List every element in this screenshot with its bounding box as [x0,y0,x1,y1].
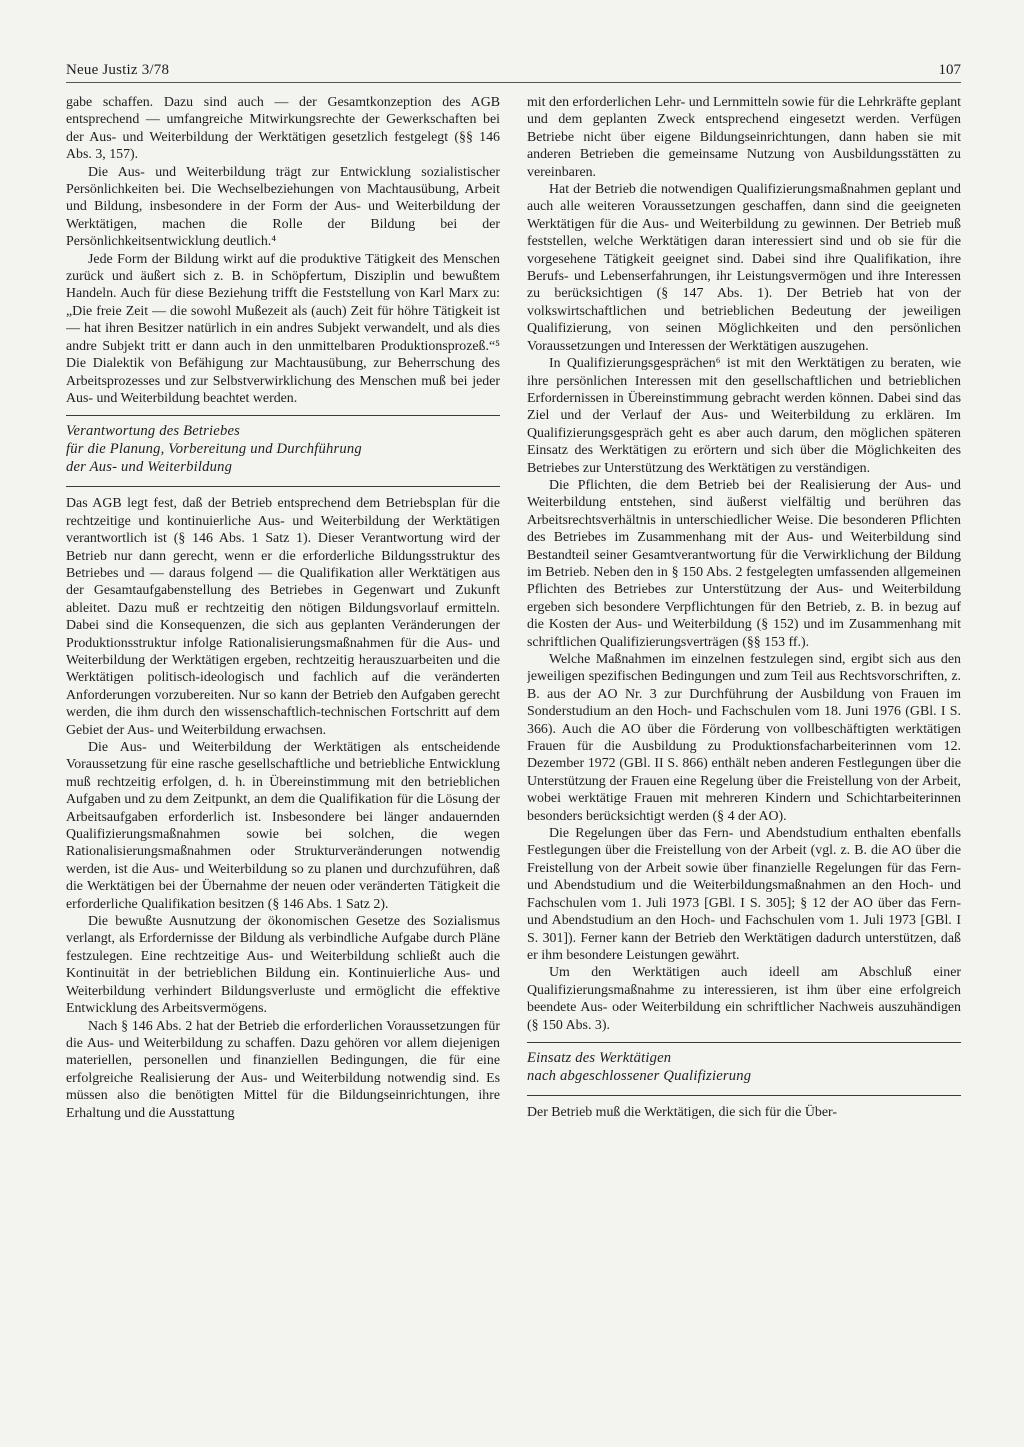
paragraph: Die Regelungen über das Fern- und Abendstudium enthalten ebenfalls Festlegungen über die Freistellung von der Arbeit (vgl. z. B. die AO über die Freistellung von der Arbeit sowie über finanzielle Regelungen für das Fern- und Abendstudium und die Weiterbildungsmaßnahmen an den Hoch- und Fachschulen vom 1. Juli 1973 [GBl. I S. 305]; § 12 der AO über das Fern- und Abendstudium an den Hoch- und Fachschulen vom 1. Juli 1973 [GBl. I S. 301]). Ferner kann der Betrieb den Werktätigen dadurch unterstützen, daß er ihm besondere Leistungen gewährt. [527,826,961,963]
paragraph: mit den erforderlichen Lehr- und Lernmitteln sowie für die Lehrkräfte geplant und dem geplanten Zweck entsprechend eingesetzt werden. Verfügen Betriebe nicht über eigene Bildungseinrichtungen, dann haben sie mit anderen Betrieben die gemeinsame Nutzung von Ausbildungsstätten zu vereinbaren. [527,95,961,180]
paragraph: In Qualifizierungsgesprächen⁶ ist mit den Werktätigen zu beraten, wie ihre persönlichen Interessen mit den gesellschaftlichen und betrieblichen Erfordernissen in Übereinstimmung gebracht werden können. Dabei sind das Ziel und der Verlauf der Aus- und Weiterbildung zu erklären. Im Qualifizierungsgespräch geht es aber auch darum, den möglichen späteren Einsatz des Werktätigen zu erörtern und sich über die Möglichkeiten des Betriebes zur Unterstützung des Werktätigen zu verständigen. [527,356,961,476]
section-heading [527,1042,961,1096]
section-heading-line: für die Planung, Vorbereitung und Durchführung [66,441,362,458]
paragraph: Jede Form der Bildung wirkt auf die produktive Tätigkeit des Menschen zurück und äußert sich z. B. in Schöpfertum, Disziplin und bewußtem Handeln. Auch für diese Beziehung trifft die Feststellung von Karl Marx zu: „Die freie Zeit — die sowohl Mußezeit als (auch) Zeit für höhre Tätigkeit ist — hat ihren Besitzer natürlich in ein andres Subjekt verwandelt, und als dies andre Subjekt tritt er dann auch in den unmittelbaren Produktionsprozeß.“⁵ Die Dialektik von Befähigung zur Machtausübung, zur Beherrschung des Arbeitsprozesses und zur Selbstverwirklichung des Menschen muß bei jeder Aus- und Weiterbildung beachtet werden. [66,251,500,406]
page-number: 107 [938,62,961,78]
paragraph: Die bewußte Ausnutzung der ökonomischen Gesetze des Sozialismus verlangt, als Erfordernisse der Bildung als verbindliche Aufgabe durch Pläne festzulegen. Eine rechtzeitige Aus- und Weiterbildung schließt auch die Kontinuität in der betrieblichen Bildung ein. Kontinuierliche Aus- und Weiterbildung verhindert Bildungsverluste und ermöglicht die effektive Entwicklung des Arbeitsvermögens. [66,914,500,1017]
header-rule [66,82,961,83]
left-column [66,94,500,1399]
section-heading [66,415,500,487]
paragraph: Der Betrieb muß die Werktätigen, die sich für die Über- [527,1104,838,1120]
paragraph: Das AGB legt fest, daß der Betrieb entsprechend dem Betriebsplan für die rechtzeitige und kontinuierliche Aus- und Weiterbildung der Werktätigen verantwortlich ist (§ 146 Abs. 1 Satz 1). Dieser Verantwortung wird der Betrieb nur dann gerecht, wenn er die erforderliche Bildungsstruktur des Betriebes und — daraus folgend — die Qualifikation aller Werktätigen aus der Gesamtaufgabenstellung des Betriebes in Gegenwart und Zukunft ableitet. Dazu muß er rechtzeitig den nötigen Bildungsvorlauf ermitteln. Dabei sind die Konsequenzen, die sich aus geplanten Veränderungen der Produktionsstruktur infolge Rationalisierungsmaßnahmen für die Aus- und Weiterbildung der Werktätigen ergeben, rechtzeitig herauszuarbeiten und die Werktätigen politisch-ideologisch und fachlich auf die veränderten Anforderungen vorzubereiten. Nur so kann der Betrieb den Aufgaben gerecht werden, die ihm durch den wissenschaftlich-technischen Fortschritt auf dem Gebiet der Aus- und Weiterbildung erwachsen. [66,496,500,738]
paragraph: Die Aus- und Weiterbildung trägt zur Entwicklung sozialistischer Persönlichkeiten bei. Die Wechselbeziehungen von Machtausübung, Arbeit und Bildung, insbesondere in der Form der Aus- und Weiterbildung der Werktätigen, machen die Rolle der Bildung bei der Persönlichkeitsentwicklung deutlich.⁴ [66,164,500,250]
section-heading-line: Verantwortung des Betriebes [66,423,241,440]
section-heading-line: Einsatz des Werktätigen [527,1049,672,1066]
right-column [527,94,961,1399]
paragraph: Hat der Betrieb die notwendigen Qualifizierungsmaßnahmen geplant und auch alle weiteren Voraussetzungen geschaffen, dann sind die geeigneten Werktätigen für die Aus- und Weiterbildung zu gewinnen. Der Betrieb muß feststellen, welche Werktätigen daran interessiert sind und ob sie für die vorgesehene Tätigkeit geeignet sind. Dabei sind ihre Qualifikation, ihre Berufs- und Lebenserfahrungen, ihr Leistungsvermögen und ihre Interessen zu berücksichtigen (§ 147 Abs. 1). Der Betrieb hat von der volkswirtschaftlichen und betrieblichen Bedeutung der jeweiligen Qualifizierung, von seinen Möglichkeiten und den persönlichen Voraussetzungen und Interessen der Werktätigen auszugehen. [527,182,961,354]
journal-title: Neue Justiz 3/78 [66,62,170,78]
paragraph: Nach § 146 Abs. 2 hat der Betrieb die erforderlichen Voraussetzungen für die Aus- und Weiterbildung zu schaffen. Dazu gehören vor allem diejenigen materiellen, personellen und finanziellen Bedingungen, die für eine erfolgreiche Realisierung der Aus- und Weiterbildung notwendig sind. Es müssen also die benötigten Mittel für die Bildungseinrichtungen, ihre Erhaltung und die Ausstattung [66,1018,500,1121]
section-heading-line: nach abgeschlossener Qualifizierung [527,1067,752,1084]
paragraph: Welche Maßnahmen im einzelnen festzulegen sind, ergibt sich aus den jeweiligen spezifischen Bedingungen und zum Teil aus Rechtsvorschriften, z. B. aus der AO Nr. 3 zur Durchführung der Ausbildung von Frauen im Sonderstudium an den Hoch- und Fachschulen vom 18. Juni 1976 (GBl. I S. 366). Auch die AO über die Förderung von vollbeschäftigten werktätigen Frauen für die Ausbildung zu Produktionsfacharbeiterinnen vom 12. Dezember 1972 (GBl. II S. 866) enthält neben anderen Festlegungen über die Unterstützung der Frauen eine Regelung über die Freistellung von der Arbeit, wobei werktätige Frauen mit mehreren Kindern und Schichtarbeiterinnen besonders berücksichtigt werden (§ 4 der AO). [527,652,961,824]
section-heading-line: der Aus- und Weiterbildung [66,459,233,476]
paragraph: gabe schaffen. Dazu sind auch — der Gesamtkonzeption des AGB entsprechend — umfangreiche Mitwirkungsrechte der Gewerkschaften bei der Aus- und Weiterbildung der Werktätigen gesetzlich festgelegt (§§ 146 Abs. 3, 157). [66,95,500,163]
paragraph: Die Pflichten, die dem Betrieb bei der Realisierung der Aus- und Weiterbildung entstehen, sind äußerst vielfältig und berühren das Arbeitsrechtsverhältnis in unterschiedlicher Weise. Die besonderen Pflichten des Betriebes im Zusammenhang mit der Aus- und Weiterbildung sind Bestandteil seiner Gesamtverantwortung für die Verwirklichung der Bildung im Betrieb. Neben den in § 150 Abs. 2 festgelegten umfassenden allgemeinen Pflichten des Betriebes zur Unterstützung der Aus- und Weiterbildung ergeben sich besondere Verpflichtungen für den Betrieb, z. B. in bezug auf die Kosten der Aus- und Weiterbildung (§ 152) und im Zusammenhang mit schriftlichen Qualifizierungsverträgen (§§ 153 ff.). [527,477,961,650]
paragraph: Um den Werktätigen auch ideell am Abschluß einer Qualifizierungsmaßnahme zu interessieren, ist ihm über eine erfolgreich beendete Aus- oder Weiterbildung ein schriftlicher Nachweis auszuhändigen (§ 150 Abs. 3). [527,965,961,1033]
page-header [66,62,961,86]
paragraph: Die Aus- und Weiterbildung der Werktätigen als entscheidende Voraussetzung für eine rasche gesellschaftliche und betriebliche Entwicklung muß rechtzeitig erfolgen, d. h. in Übereinstimmung mit den betrieblichen Aufgaben und zu dem Zeitpunkt, an dem die Qualifikation für die Lösung der Arbeitsaufgaben erforderlich ist. Insbesondere bei länger andauernden Qualifizierungsmaßnahmen sowie bei solchen, die wegen Rationalisierungsmaßnahmen oder Strukturveränderungen notwendig werden, ist die Aus- und Weiterbildung so zu planen und durchzuführen, daß die Werktätigen bei der Übernahme der neuen oder veränderten Tätigkeit die erforderliche Qualifikation besitzen (§ 146 Abs. 1 Satz 2). [66,740,500,912]
